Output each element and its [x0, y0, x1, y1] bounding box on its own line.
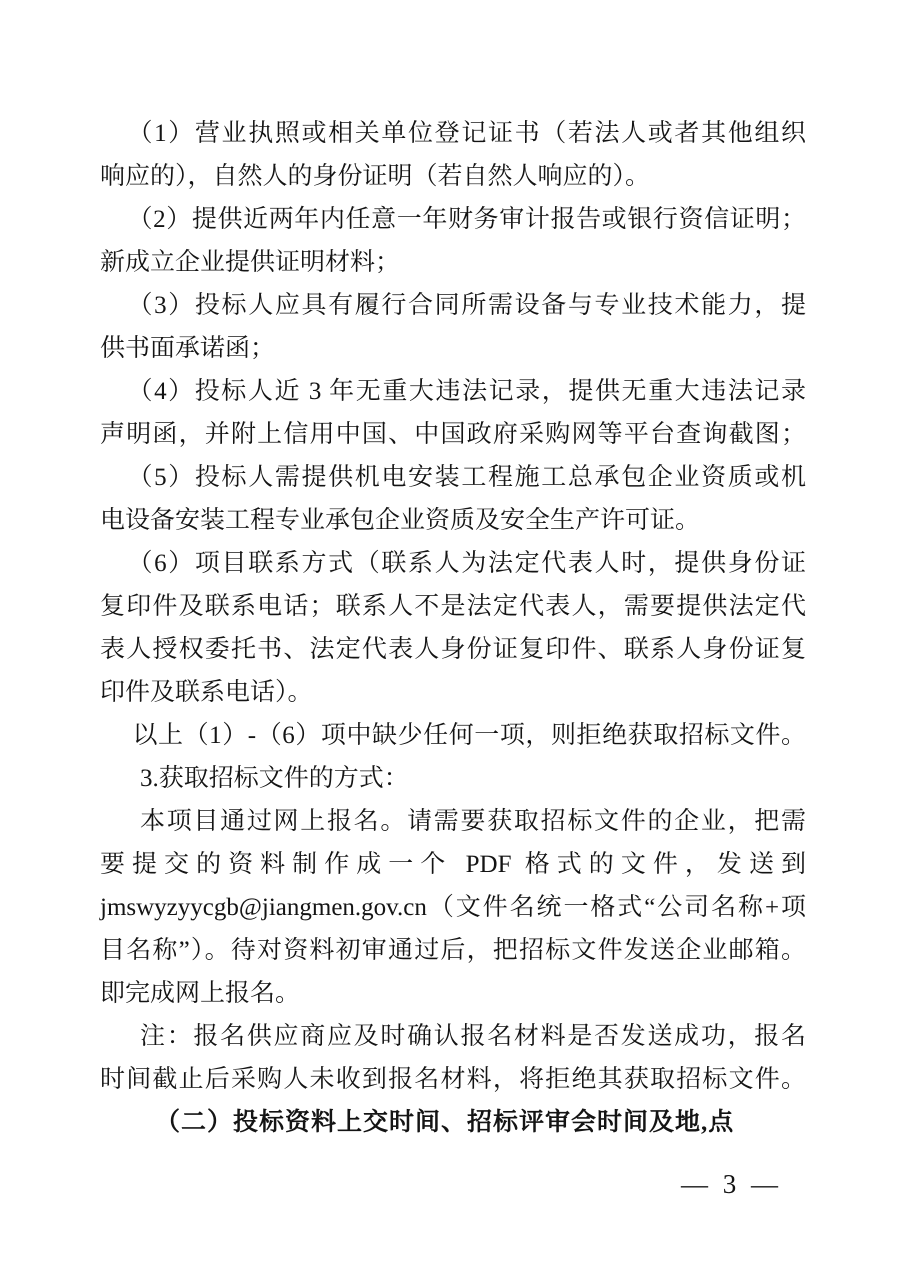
text-line: 印件及联系电话）。 [100, 679, 313, 706]
text-line: 复印件及联系电话；联系人不是法定代表人，需要提供法定代 [100, 593, 806, 620]
text-line: （6）项目联系方式（联系人为法定代表人时，提供身份证 [127, 550, 806, 577]
text-line: （二）投标资料上交时间、招标评审会时间及地,点 [155, 1109, 735, 1136]
text-line: （1）营业执照或相关单位登记证书（若法人或者其他组织 [127, 120, 806, 147]
text-line: 要提交的资料制作成一个 PDF 格式的文件，发送到 [100, 851, 806, 878]
text-line: （2）提供近两年内任意一年财务审计报告或银行资信证明； [127, 206, 806, 233]
text-line: （3）投标人应具有履行合同所需设备与专业技术能力，提 [127, 292, 806, 319]
text-line: 即完成网上报名。 [100, 980, 301, 1007]
text-line: 响应的），自然人的身份证明（若自然人响应的）。 [100, 163, 651, 190]
text-line: 本项目通过网上报名。请需要获取招标文件的企业，把需 [140, 808, 806, 835]
text-line: jmswyzyycgb@jiangmen.gov.cn（文件名统一格式“公司名称+项 [100, 894, 806, 921]
text-line: 新成立企业提供证明材料； [100, 249, 401, 276]
text-line: 时间截止后采购人未收到报名材料，将拒绝其获取招标文件。 [100, 1066, 806, 1093]
text-line: 供书面承诺函； [100, 335, 276, 362]
text-line: 电设备安装工程专业承包企业资质及安全生产许可证。 [100, 507, 701, 534]
text-line: 声明函，并附上信用中国、中国政府采购网等平台查询截图； [100, 421, 806, 448]
text-line: 目名称”）。待对资料初审通过后，把招标文件发送企业邮箱。 [100, 937, 806, 964]
text-line: 3.获取招标文件的方式： [140, 765, 409, 792]
text-line: （5）投标人需提供机电安装工程施工总承包企业资质或机 [127, 464, 806, 491]
text-line: 表人授权委托书、法定代表人身份证复印件、联系人身份证复 [100, 636, 806, 663]
text-line: 注：报名供应商应及时确认报名材料是否发送成功，报名 [140, 1023, 806, 1050]
document-body [100, 112, 806, 1144]
text-line: 以上（1）-（6）项中缺少任何一项，则拒绝获取招标文件。 [132, 722, 806, 749]
text-line: （4）投标人近 3 年无重大违法记录，提供无重大违法记录 [127, 378, 806, 405]
page-number: — 3 — [681, 1169, 782, 1199]
